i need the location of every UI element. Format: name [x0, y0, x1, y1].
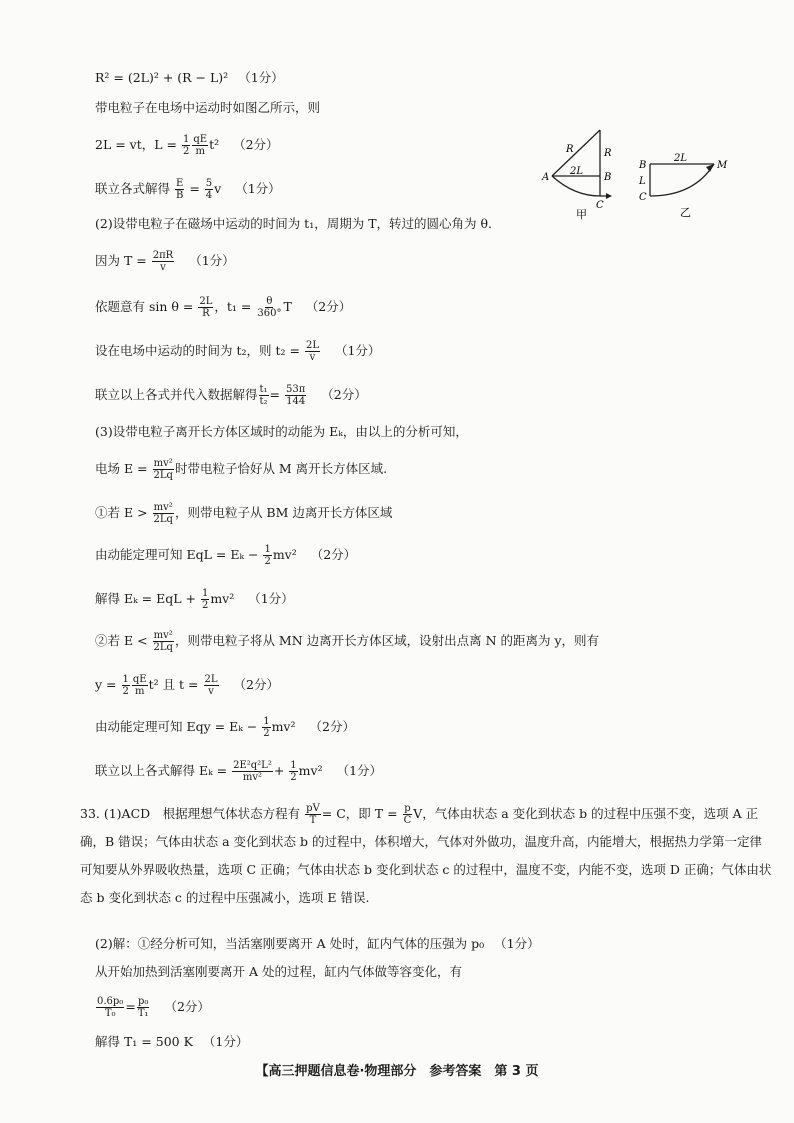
eq-r-squared: R² = (2L)² + (R − L)² （1分） [95, 70, 284, 85]
label-L: L [639, 176, 646, 187]
label-B: B [604, 172, 612, 183]
case-1: ①若 E > $\frac{\text{mv²}}{2Lq}$ ，则带电粒子从 BM 边离开长方体区域 [95, 502, 393, 525]
caption-yi: 乙 [680, 206, 691, 219]
eq-sin-theta: 依题意有 sin θ = $\frac{2L}{R}$ ，t₁ = $\frac{\theta}{360^\circ}$ T （2分） [95, 296, 352, 319]
eq-t2: 设在电场中运动的时间为 t₂，则 t₂ = $\frac{2L}{v}$ （1分） [95, 340, 381, 363]
eq-energy-1: 由动能定理可知 EqL = Eₖ − $\frac{1}{2}$ mv² （2分） [95, 544, 357, 567]
label-C: C [596, 200, 604, 211]
arrow-head [606, 193, 612, 199]
arrow-head-yi [706, 164, 714, 172]
parabola-trajectory [650, 164, 714, 196]
label-2L: 2L [570, 166, 584, 177]
eq-Ek-1: 解得 Eₖ = EqL + $\frac{1}{2}$ mv² （1分） [95, 588, 294, 611]
figure-yi [634, 150, 734, 220]
eq-T1-result: 解得 T₁ = 500 K （1分） [95, 1034, 249, 1049]
label-A: A [542, 172, 550, 183]
figure-jia [536, 126, 632, 220]
label-R-vertical: R [604, 148, 612, 159]
eq-energy-2: 由动能定理可知 Eqy = Eₖ − $\frac{1}{2}$ mv² （2分） [95, 716, 355, 739]
eq-2L-vt: 2L = vt，L = $\frac{1}{2}$ $\frac{qE}{m}$ t² （2分） [95, 134, 279, 157]
eq-y: y = $\frac{1}{2}$ $\frac{qE}{m}$ t² 且 t = $\frac{2L}{v}$ （2分） [95, 674, 279, 697]
arc-trajectory [552, 176, 600, 196]
eq-period: 因为 T = $\frac{2\pi R}{v}$ （1分） [95, 250, 235, 273]
label-R-slant: R [566, 144, 574, 155]
label-C-yi: C [639, 192, 647, 203]
text-part3-intro: (3)设带电粒子离开长方体区域时的动能为 Eₖ，由以上的分析可知， [95, 424, 468, 439]
case-2: ②若 E < $\frac{\text{mv²}}{2Lq}$ ，则带电粒子将从 MN 边离开长方体区域，设射出点离 N 的距离为 y，则有 [95, 630, 600, 653]
caption-jia: 甲 [576, 208, 587, 220]
q33-part1: 33. (1)ACD 根据理想气体状态方程有 $\frac{pV}{T}$ = C，即 T = $\frac{p}{C}$ V，气体由状态 a 变化到状态 b 的过程中压强不变，选项 A 正确，B 错误；气体由状态 a 变化到状态 b 的过程中，体积增大，气体对外做功，温度升高，内能增大，根据热力学第一定律可知要从外界吸收热量，选项 C 正确；气体由状态 b 变化到状态 c 的过程中，温度不变，内能不变，选项 D 正确；气体由状态 b 变化到状态 c 的过程中压强减小，选项 E 错误. [80, 803, 772, 905]
page-footer: 【高三押题信息卷·物理部分 参考答案 第 3 页 [255, 1064, 539, 1079]
eq-pressure-ratio: $\frac{\text{0.6p₀}}{\text{T₀}}$ = $\frac{\text{p₀}}{\text{T₁}}$ （2分） [97, 996, 210, 1019]
q33-isochoric: 从开始加热到活塞刚要离开 A 处的过程，缸内气体做等容变化，有 [95, 964, 462, 979]
text-part2-intro: (2)设带电粒子在磁场中运动的时间为 t₁，周期为 T，转过的圆心角为 θ. [95, 216, 492, 231]
label-B-yi: B [639, 160, 647, 171]
eq-t1-t2-ratio: 联立以上各式并代入数据解得 $\frac{\text{t₁}}{\text{t₂}}$ = $\frac{53\pi}{144}$ （2分） [95, 384, 367, 407]
label-2L-yi: 2L [674, 153, 688, 164]
text-electric-field-motion: 带电粒子在电场中运动时如图乙所示，则 [95, 100, 321, 115]
eq-E-critical: 电场 E = $\frac{\text{mv²}}{2Lq}$ 时带电粒子恰好从 M 离开长方体区域. [95, 458, 388, 481]
eq-Ek-2: 联立以上各式解得 Eₖ = $\frac{\text{2E²q²L²}}{\text{mv²}}$ + $\frac{1}{2}$ mv² （1分） [95, 760, 383, 783]
label-M: M [717, 160, 728, 171]
eq-E-over-B: 联立各式解得 $\frac{E}{B}$ = $\frac{5}{4}$ v （1分） [95, 178, 281, 201]
q33-part2-intro: (2)解：①经分析可知，当活塞刚要离开 A 处时，缸内气体的压强为 p₀ （1分） [95, 936, 540, 951]
